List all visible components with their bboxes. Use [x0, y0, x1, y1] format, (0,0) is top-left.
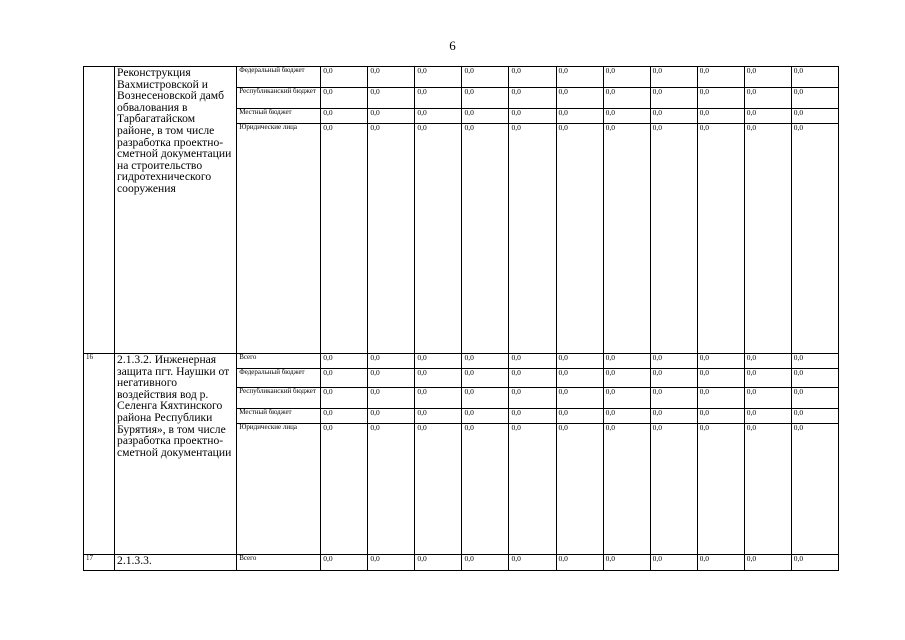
value-cell: 0,0 — [556, 369, 603, 388]
funding-source-cell: Республиканский бюджет — [237, 388, 321, 409]
value-cell: 0,0 — [509, 109, 556, 124]
value-cell: 0,0 — [650, 109, 697, 124]
funding-source-cell: Всего — [237, 354, 321, 369]
value-cell: 0,0 — [556, 409, 603, 424]
value-cell: 0,0 — [509, 555, 556, 571]
value-cell: 0,0 — [368, 409, 415, 424]
page-number: 6 — [449, 38, 456, 53]
value-cell: 0,0 — [650, 555, 697, 571]
value-cell: 0,0 — [368, 88, 415, 109]
value-cell: 0,0 — [321, 369, 368, 388]
value-cell: 0,0 — [415, 424, 462, 555]
value-cell: 0,0 — [603, 109, 650, 124]
funding-source-cell: Всего — [237, 555, 321, 571]
value-cell: 0,0 — [744, 67, 791, 88]
value-cell: 0,0 — [603, 354, 650, 369]
value-cell: 0,0 — [744, 369, 791, 388]
value-cell: 0,0 — [744, 124, 791, 354]
measure-name-cell: 2.1.3.3. — [115, 555, 237, 571]
value-cell: 0,0 — [697, 555, 744, 571]
value-cell: 0,0 — [509, 424, 556, 555]
row-number-cell — [84, 67, 115, 354]
value-cell: 0,0 — [509, 369, 556, 388]
table-row — [84, 67, 839, 88]
funding-source-cell: Федеральный бюджет — [237, 369, 321, 388]
value-cell: 0,0 — [650, 67, 697, 88]
measure-name-cell: 2.1.3.2. Инженерная защита пгт. Наушки от негативного воздействия вод р. Селенга Кяхтинского района Республики Бурятия», в том числе разработка проектно-сметной документации — [115, 354, 237, 555]
value-cell: 0,0 — [791, 88, 838, 109]
value-cell: 0,0 — [603, 555, 650, 571]
value-cell: 0,0 — [791, 388, 838, 409]
value-cell: 0,0 — [603, 409, 650, 424]
value-cell: 0,0 — [744, 424, 791, 555]
value-cell: 0,0 — [321, 67, 368, 88]
value-cell: 0,0 — [462, 555, 509, 571]
value-cell: 0,0 — [744, 555, 791, 571]
value-cell: 0,0 — [791, 124, 838, 354]
funding-source-cell: Юридические лица — [237, 124, 321, 354]
value-cell: 0,0 — [650, 124, 697, 354]
table-row — [84, 555, 839, 571]
value-cell: 0,0 — [368, 354, 415, 369]
value-cell: 0,0 — [462, 88, 509, 109]
value-cell: 0,0 — [650, 354, 697, 369]
value-cell: 0,0 — [415, 67, 462, 88]
budget-table — [83, 66, 839, 571]
value-cell: 0,0 — [462, 388, 509, 409]
funding-source-cell: Юридические лица — [237, 424, 321, 555]
value-cell: 0,0 — [556, 354, 603, 369]
value-cell: 0,0 — [368, 555, 415, 571]
funding-source-cell: Местный бюджет — [237, 409, 321, 424]
value-cell: 0,0 — [603, 67, 650, 88]
value-cell: 0,0 — [791, 369, 838, 388]
row-number-cell: 17 — [84, 555, 115, 571]
value-cell: 0,0 — [650, 409, 697, 424]
value-cell: 0,0 — [368, 109, 415, 124]
value-cell: 0,0 — [697, 388, 744, 409]
value-cell: 0,0 — [415, 109, 462, 124]
value-cell: 0,0 — [697, 354, 744, 369]
value-cell: 0,0 — [415, 354, 462, 369]
value-cell: 0,0 — [603, 369, 650, 388]
value-cell: 0,0 — [697, 124, 744, 354]
value-cell: 0,0 — [415, 388, 462, 409]
value-cell: 0,0 — [556, 124, 603, 354]
value-cell: 0,0 — [791, 67, 838, 88]
value-cell: 0,0 — [697, 109, 744, 124]
value-cell: 0,0 — [509, 67, 556, 88]
funding-source-cell: Местный бюджет — [237, 109, 321, 124]
value-cell: 0,0 — [791, 354, 838, 369]
value-cell: 0,0 — [368, 369, 415, 388]
value-cell: 0,0 — [462, 369, 509, 388]
value-cell: 0,0 — [556, 388, 603, 409]
value-cell: 0,0 — [368, 424, 415, 555]
value-cell: 0,0 — [556, 555, 603, 571]
value-cell: 0,0 — [791, 555, 838, 571]
value-cell: 0,0 — [368, 124, 415, 354]
value-cell: 0,0 — [650, 88, 697, 109]
value-cell: 0,0 — [321, 109, 368, 124]
value-cell: 0,0 — [509, 354, 556, 369]
value-cell: 0,0 — [321, 88, 368, 109]
measure-name-cell: Реконструкция Вахмистровской и Вознесеновской дамб обвалования в Тарбагатайском районе, в том числе разработка проектно-сметной документации на строительство гидротехнического сооружения — [115, 67, 237, 354]
value-cell: 0,0 — [744, 88, 791, 109]
value-cell: 0,0 — [509, 409, 556, 424]
table-row — [84, 354, 839, 369]
funding-source-cell: Республиканский бюджет — [237, 88, 321, 109]
value-cell: 0,0 — [415, 369, 462, 388]
value-cell: 0,0 — [697, 369, 744, 388]
value-cell: 0,0 — [321, 424, 368, 555]
value-cell: 0,0 — [509, 88, 556, 109]
value-cell: 0,0 — [697, 409, 744, 424]
value-cell: 0,0 — [321, 354, 368, 369]
value-cell: 0,0 — [321, 555, 368, 571]
value-cell: 0,0 — [744, 354, 791, 369]
value-cell: 0,0 — [744, 388, 791, 409]
value-cell: 0,0 — [744, 409, 791, 424]
value-cell: 0,0 — [415, 555, 462, 571]
value-cell: 0,0 — [556, 424, 603, 555]
value-cell: 0,0 — [415, 124, 462, 354]
value-cell: 0,0 — [556, 88, 603, 109]
value-cell: 0,0 — [368, 67, 415, 88]
value-cell: 0,0 — [650, 388, 697, 409]
value-cell: 0,0 — [321, 388, 368, 409]
value-cell: 0,0 — [650, 424, 697, 555]
value-cell: 0,0 — [603, 88, 650, 109]
value-cell: 0,0 — [697, 67, 744, 88]
value-cell: 0,0 — [744, 109, 791, 124]
value-cell: 0,0 — [697, 88, 744, 109]
value-cell: 0,0 — [603, 124, 650, 354]
value-cell: 0,0 — [462, 409, 509, 424]
funding-source-cell: Федеральный бюджет — [237, 67, 321, 88]
value-cell: 0,0 — [603, 388, 650, 409]
value-cell: 0,0 — [556, 67, 603, 88]
value-cell: 0,0 — [462, 109, 509, 124]
value-cell: 0,0 — [321, 124, 368, 354]
value-cell: 0,0 — [603, 424, 650, 555]
value-cell: 0,0 — [462, 67, 509, 88]
value-cell: 0,0 — [462, 354, 509, 369]
value-cell: 0,0 — [791, 109, 838, 124]
value-cell: 0,0 — [462, 124, 509, 354]
value-cell: 0,0 — [368, 388, 415, 409]
value-cell: 0,0 — [415, 88, 462, 109]
value-cell: 0,0 — [509, 388, 556, 409]
value-cell: 0,0 — [509, 124, 556, 354]
value-cell: 0,0 — [415, 409, 462, 424]
value-cell: 0,0 — [791, 409, 838, 424]
value-cell: 0,0 — [321, 409, 368, 424]
value-cell: 0,0 — [650, 369, 697, 388]
row-number-cell: 16 — [84, 354, 115, 555]
value-cell: 0,0 — [462, 424, 509, 555]
value-cell: 0,0 — [556, 109, 603, 124]
value-cell: 0,0 — [791, 424, 838, 555]
value-cell: 0,0 — [697, 424, 744, 555]
